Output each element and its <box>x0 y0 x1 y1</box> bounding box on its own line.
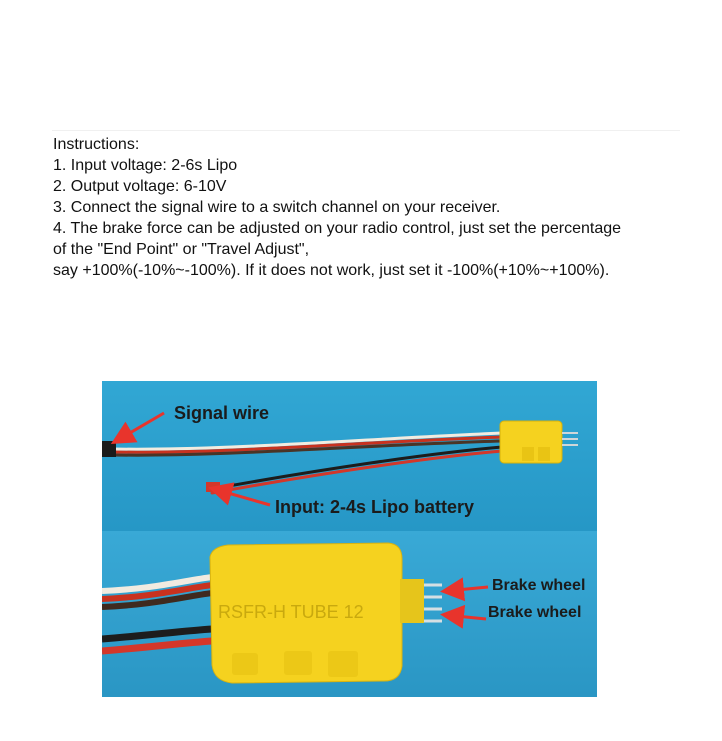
instructions-block <box>53 134 693 281</box>
instructions-heading: Instructions: <box>53 136 140 153</box>
large-module <box>210 543 424 683</box>
input-label: Input: 2-4s Lipo battery <box>275 497 475 517</box>
instruction-line: 3. Connect the signal wire to a switch channel on your receiver. <box>53 199 501 216</box>
instruction-line: 2. Output voltage: 6-10V <box>53 178 227 195</box>
top-divider <box>52 130 680 131</box>
brake-wheel-label-1: Brake wheel <box>492 577 586 594</box>
signal-wire-label: Signal wire <box>174 403 270 423</box>
instruction-line: 1. Input voltage: 2-6s Lipo <box>53 157 238 174</box>
product-photo <box>102 381 597 697</box>
module-print: RSFR-H TUBE 12 <box>218 602 364 622</box>
instruction-line: 4. The brake force can be adjusted on your radio control, just set the percentage <box>53 220 622 237</box>
instruction-line: say +100%(-10%~-100%). If it does not work, just set it -100%(+10%~+100%). <box>53 262 610 279</box>
signal-plug <box>102 441 116 457</box>
brake-wheel-label-2: Brake wheel <box>488 604 582 621</box>
instruction-line: of the "End Point" or "Travel Adjust", <box>53 241 310 258</box>
